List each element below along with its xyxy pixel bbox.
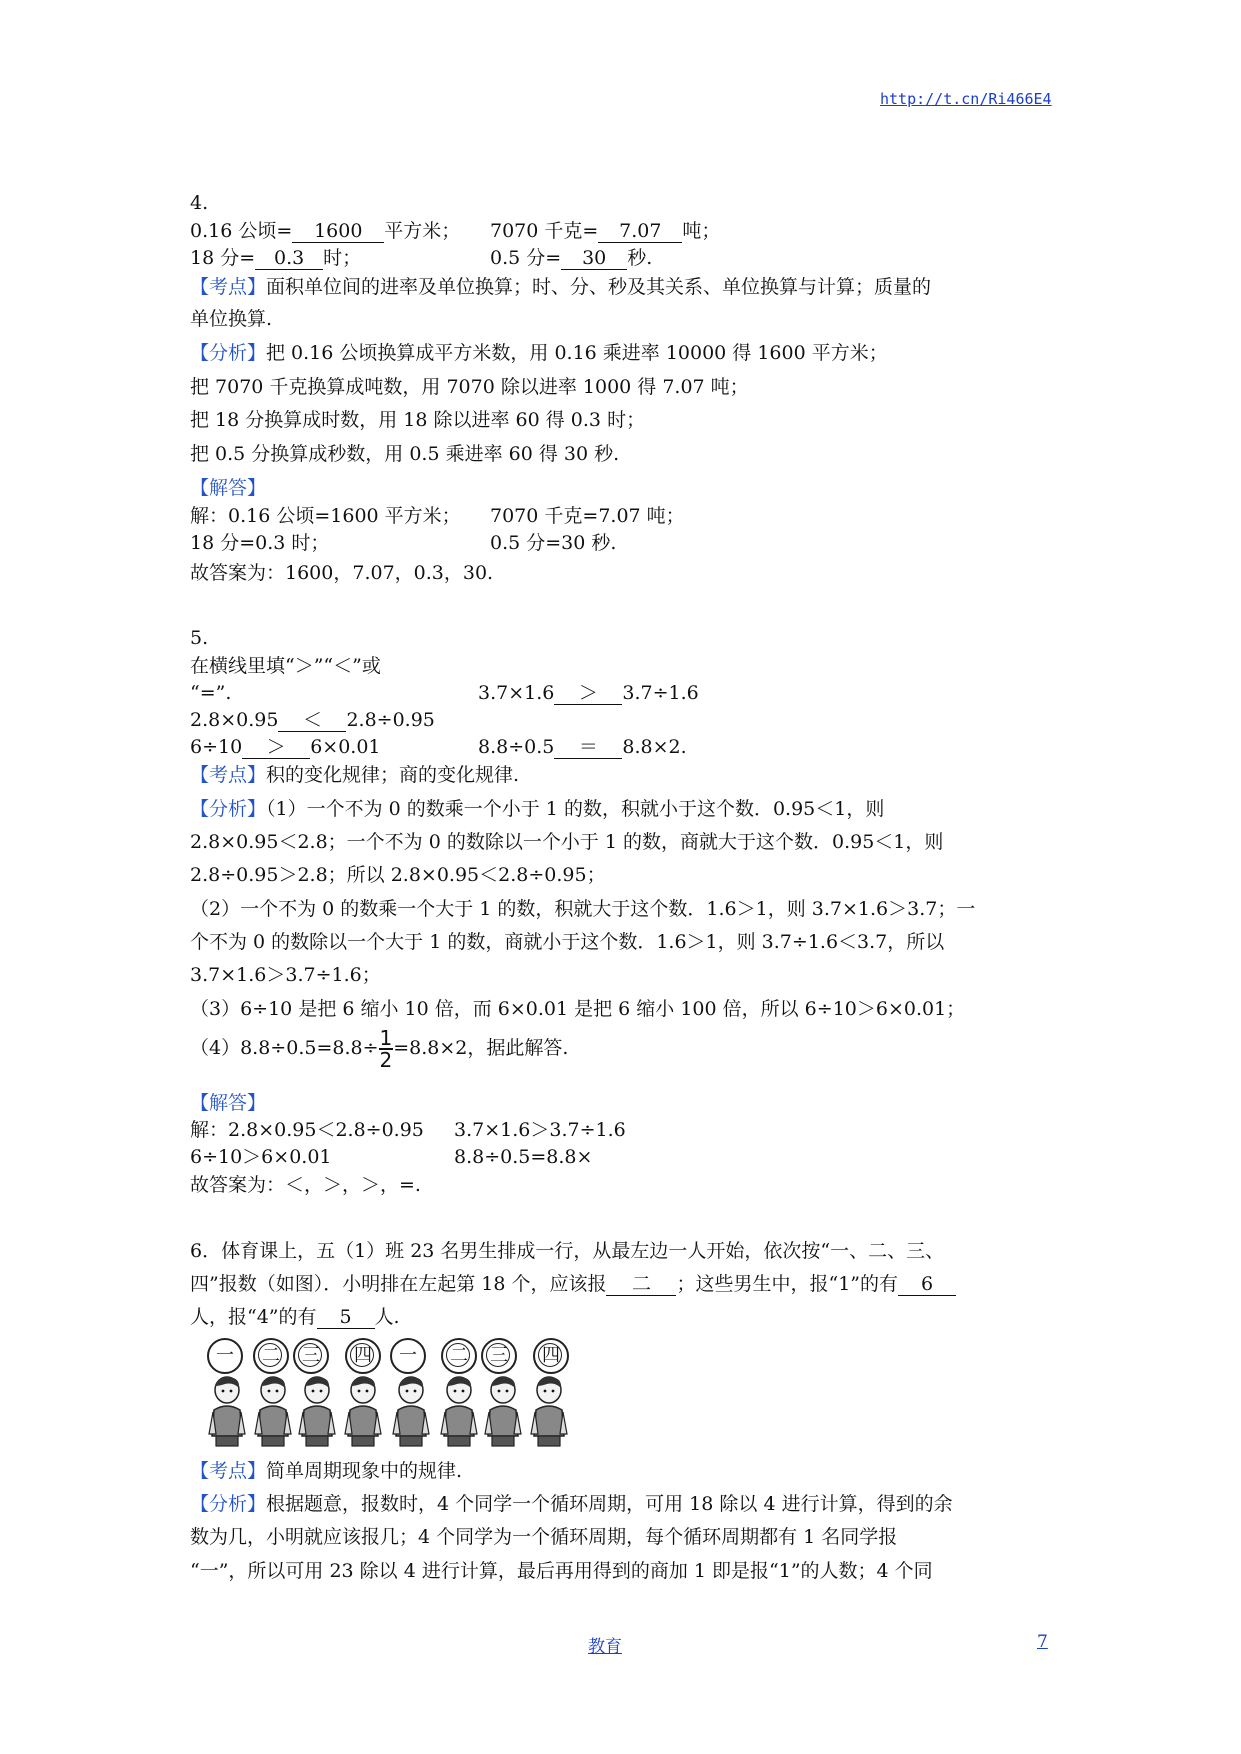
fraction-denominator: 2 <box>379 1048 393 1072</box>
q5-e1b: 3.7÷1.6 <box>622 682 699 704</box>
q6-answer-3: 5 <box>317 1306 375 1329</box>
q5-fenxi-8b: =8.8×2，据此解答. <box>393 1037 569 1059</box>
q6-line2 <box>190 1271 956 1297</box>
q4-jieda-3: 故答案为：1600，7.07，0.3，30. <box>190 562 494 584</box>
q5-fenxi-4: （2）一个不为 0 的数乘一个大于 1 的数，积就大于这个数．1.6＞1，则 3.7×1.6＞3.7；一 <box>190 898 976 920</box>
q6-fenxi-3: “一”，所以可用 23 除以 4 进行计算，最后再用得到的商加 1 即是报“1”的人数；4 个同 <box>190 1560 933 1582</box>
q4-fenxi-3: 把 18 分换算成时数，用 18 除以进率 60 得 0.3 时； <box>190 409 646 431</box>
count-circle: 四 <box>345 1338 381 1374</box>
q5-line2: “=”. <box>190 682 232 704</box>
q6-line1: 6．体育课上，五（1）班 23 名男生排成一行，从最左边一人开始，依次按“一、二、三、 <box>190 1240 945 1262</box>
q4-jieda-2a: 18 分=0.3 时； <box>190 532 330 554</box>
q6-line3 <box>190 1304 400 1330</box>
header-link[interactable]: http://t.cn/Ri466E4 <box>880 90 1052 108</box>
q5-answer-2: ＜ <box>278 709 346 732</box>
q4-answer-4: 30 <box>561 247 627 270</box>
q6-l3b: 人. <box>374 1306 400 1328</box>
children-illustration <box>205 1376 570 1448</box>
q4-answer-3: 0.3 <box>255 247 323 270</box>
q4-fenxi-2: 把 7070 千克换算成吨数，用 7070 除以进率 1000 得 7.07 吨； <box>190 376 749 398</box>
q5-answer-4: ＝ <box>554 736 622 759</box>
q4-jieda-2b: 0.5 分=30 秒. <box>490 532 617 554</box>
q4-jieda-tag: 【解答】 <box>190 477 267 499</box>
q5-jieda-tag: 【解答】 <box>190 1092 267 1114</box>
q4-l1b-unit: 吨； <box>682 220 721 242</box>
footer-center-link[interactable]: 教育 <box>588 1637 622 1657</box>
q4-jieda-1a: 解：0.16 公顷=1600 平方米； <box>190 505 461 527</box>
q5-jieda-3: 故答案为：＜，＞，＞，=. <box>190 1174 421 1196</box>
q4-number: 4. <box>190 192 209 214</box>
q4-line1-left <box>190 218 460 244</box>
q5-jieda-2b: 8.8÷0.5=8.8× <box>454 1146 593 1168</box>
q4-fenxi-4: 把 0.5 分换算成秒数，用 0.5 乘进率 60 得 30 秒. <box>190 443 620 465</box>
q5-fenxi-tag: 【分析】 <box>190 798 267 820</box>
q6-fenxi-text: 根据题意，报数时，4 个同学一个循环周期，可用 18 除以 4 进行计算，得到的余 <box>266 1493 953 1515</box>
q4-answer-2: 7.07 <box>598 220 682 243</box>
q5-e4b: 8.8×2. <box>622 736 687 758</box>
q5-e2b: 2.8÷0.95 <box>346 709 435 731</box>
q4-l2b-unit: 秒. <box>627 247 653 269</box>
q5-expr3 <box>190 734 381 760</box>
q4-fenxi-text: 把 0.16 公顷换算成平方米数，用 0.16 乘进率 10000 得 1600 平方米； <box>266 342 888 364</box>
q4-fenxi <box>190 340 888 366</box>
q5-fenxi-7: （3）6÷10 是把 6 缩小 10 倍，而 6×0.01 是把 6 缩小 100 倍，所以 6÷10＞6×0.01； <box>190 998 966 1020</box>
q5-kaodian-tag: 【考点】 <box>190 764 267 786</box>
q5-line1: 在横线里填“＞”“＜”或 <box>190 655 381 677</box>
q5-jieda-1b: 3.7×1.6＞3.7÷1.6 <box>454 1119 626 1141</box>
fraction <box>379 1028 394 1070</box>
q4-l1a-unit: 平方米； <box>384 220 461 242</box>
q5-fenxi-3: 2.8÷0.95＞2.8；所以 2.8×0.95＜2.8÷0.95； <box>190 864 606 886</box>
q5-fenxi <box>190 796 884 822</box>
q5-fenxi-2: 2.8×0.95＜2.8；一个不为 0 的数除以一个小于 1 的数，商就大于这个数．0.95＜1，则 <box>190 831 944 853</box>
q4-answer-1: 1600 <box>292 220 384 243</box>
q5-e1a: 3.7×1.6 <box>478 682 555 704</box>
q6-l2b: ；这些男生中，报“1”的有 <box>676 1273 899 1295</box>
q5-jieda-1a: 解：2.8×0.95＜2.8÷0.95 <box>190 1119 424 1141</box>
q4-kaodian <box>190 274 931 300</box>
count-circle: 二 <box>441 1338 477 1374</box>
fraction-numerator: 1 <box>379 1026 393 1050</box>
q4-line2-right <box>490 245 652 271</box>
q6-fenxi-2: 数为几，小明就应该报几；4 个同学为一个循环周期，每个循环周期都有 1 名同学报 <box>190 1526 898 1548</box>
q6-fenxi <box>190 1491 953 1517</box>
q4-fenxi-tag: 【分析】 <box>190 342 267 364</box>
q4-kaodian-cont: 单位换算. <box>190 308 273 330</box>
q6-answer-2: 6 <box>898 1273 956 1296</box>
q6-kaodian-tag: 【考点】 <box>190 1460 267 1482</box>
count-circle: 三 <box>481 1338 517 1374</box>
q4-l1a-text: 0.16 公顷= <box>190 220 293 242</box>
q5-fenxi-text: （1）一个不为 0 的数乘一个小于 1 的数，积就小于这个数．0.95＜1，则 <box>266 798 885 820</box>
q4-kaodian-tag: 【考点】 <box>190 276 267 298</box>
q5-fenxi-8a: （4）8.8÷0.5=8.8÷ <box>190 1037 379 1059</box>
q4-kaodian-text: 面积单位间的进率及单位换算；时、分、秒及其关系、单位换算与计算；质量的 <box>266 276 932 298</box>
page-number: 7 <box>1037 1632 1048 1652</box>
q6-fenxi-tag: 【分析】 <box>190 1493 267 1515</box>
q5-answer-3: ＞ <box>242 736 310 759</box>
q6-answer-1: 二 <box>606 1273 676 1296</box>
q5-expr2 <box>190 707 435 733</box>
q4-l2a-unit: 时； <box>323 247 362 269</box>
q5-expr1 <box>478 680 699 706</box>
q5-e3a: 6÷10 <box>190 736 243 758</box>
count-circle: 一 <box>390 1338 426 1374</box>
q6-l2a: 四”报数（如图）．小明排在左起第 18 个，应该报 <box>190 1273 607 1295</box>
count-circle: 一 <box>207 1338 243 1374</box>
q5-fenxi-8 <box>190 1028 568 1070</box>
q5-kaodian <box>190 762 519 788</box>
q5-jieda-2a: 6÷10＞6×0.01 <box>190 1146 332 1168</box>
q4-jieda-1b: 7070 千克=7.07 吨； <box>490 505 685 527</box>
q4-l2a-text: 18 分= <box>190 247 256 269</box>
q5-e3b: 6×0.01 <box>310 736 381 758</box>
q5-e4a: 8.8÷0.5 <box>478 736 555 758</box>
q6-kaodian <box>190 1458 462 1484</box>
q5-e2a: 2.8×0.95 <box>190 709 279 731</box>
q5-answer-1: ＞ <box>554 682 622 705</box>
q5-number: 5. <box>190 627 209 649</box>
q5-fenxi-5: 个不为 0 的数除以一个大于 1 的数，商就小于这个数．1.6＞1，则 3.7÷1.6＜3.7，所以 <box>190 931 945 953</box>
count-circle: 四 <box>533 1338 569 1374</box>
q4-l2b-text: 0.5 分= <box>490 247 562 269</box>
q5-kaodian-text: 积的变化规律；商的变化规律. <box>266 764 520 786</box>
q6-l3a: 人，报“4”的有 <box>190 1306 317 1328</box>
q4-line2-left <box>190 245 361 271</box>
count-circle: 二 <box>253 1338 289 1374</box>
q6-kaodian-text: 简单周期现象中的规律. <box>266 1460 463 1482</box>
q5-fenxi-6: 3.7×1.6＞3.7÷1.6； <box>190 964 381 986</box>
q4-line1-right <box>490 218 720 244</box>
count-circle: 三 <box>293 1338 329 1374</box>
counting-figure <box>205 1338 570 1446</box>
q5-expr4 <box>478 734 687 760</box>
q4-l1b-text: 7070 千克= <box>490 220 599 242</box>
